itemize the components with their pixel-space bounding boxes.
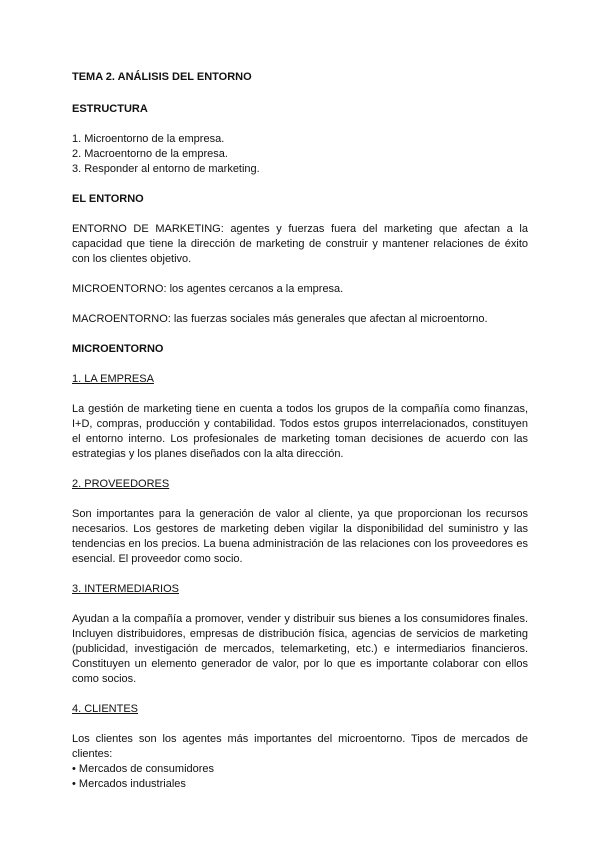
list-item: • Mercados industriales: [72, 778, 186, 790]
heading-estructura: ESTRUCTURA: [72, 103, 148, 115]
list-item: 2. Macroentorno de la empresa.: [72, 148, 228, 160]
paragraph-entorno-marketing: ENTORNO DE MARKETING: agentes y fuerzas fuera del marketing que afectan a la capacidad que tiene la dirección de marketing de construir y mantener relaciones de éxito con los clientes objetivo.: [72, 223, 528, 265]
paragraph-macroentorno-def: MACROENTORNO: las fuerzas sociales más generales que afectan al microentorno.: [72, 313, 488, 325]
document-title: TEMA 2. ANÁLISIS DEL ENTORNO: [72, 71, 252, 83]
paragraph-microentorno-def: MICROENTORNO: los agentes cercanos a la empresa.: [72, 283, 344, 295]
paragraph-clientes: Los clientes son los agentes más importantes del microentorno. Tipos de mercados de clientes:: [72, 733, 528, 760]
subheading-intermediarios: 3. INTERMEDIARIOS: [72, 583, 179, 595]
heading-microentorno: MICROENTORNO: [72, 343, 164, 355]
subheading-proveedores: 2. PROVEEDORES: [72, 478, 170, 490]
paragraph-la-empresa: La gestión de marketing tiene en cuenta a todos los grupos de la compañía como finanzas, I+D, compras, producción y contabilidad. Todos estos grupos interrelacionados, constituyen el entorno interno. Los profesionales de marketing toman decisiones de acuerdo con las estrategias y los planes diseñados con la alta dirección.: [72, 403, 528, 460]
estructura-list: [72, 132, 528, 177]
list-item: 1. Microentorno de la empresa.: [72, 133, 225, 145]
subheading-clientes: 4. CLIENTES: [72, 703, 139, 715]
subheading-la-empresa: 1. LA EMPRESA: [72, 373, 154, 385]
list-item: • Mercados de consumidores: [72, 763, 215, 775]
paragraph-proveedores: Son importantes para la generación de valor al cliente, ya que proporcionan los recursos necesarios. Los gestores de marketing deben vigilar la disponibilidad del suministro y las tendencias en los precios. La buena administración de las relaciones con los proveedores es esencial. El proveedor como socio.: [72, 508, 528, 565]
heading-el-entorno: EL ENTORNO: [72, 193, 144, 205]
clientes-bullet-list: [72, 762, 528, 792]
paragraph-intermediarios: Ayudan a la compañía a promover, vender y distribuir sus bienes a los consumidores finales. Incluyen distribuidores, empresas de distribución física, agencias de servicios de marketing (publicidad, investigación de mercados, telemarketing, etc.) e intermediarios financieros. Constituyen un elemento generador de valor, por lo que es importante colaborar con ellos como socios.: [72, 613, 528, 685]
list-item: 3. Responder al entorno de marketing.: [72, 163, 260, 175]
